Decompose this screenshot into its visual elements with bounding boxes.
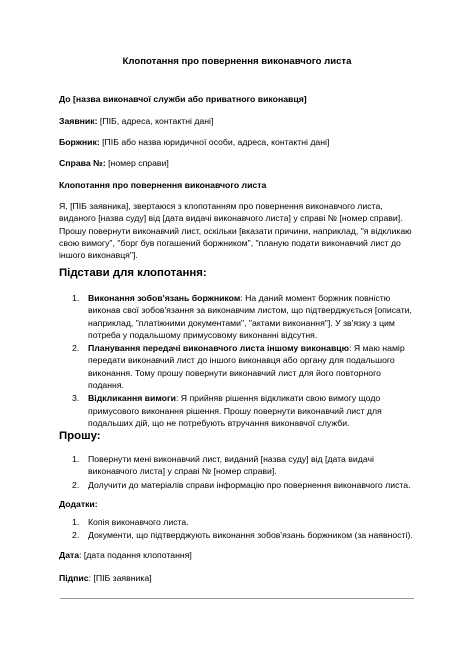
addressee-line: До [назва виконавчої служби або приватного виконавця] [59, 94, 307, 104]
item-text: Долучити до матеріалів справи інформацію про повернення виконавчого листа. [88, 479, 411, 490]
item-number: 2. [72, 530, 80, 541]
debtor-line [59, 136, 329, 148]
case-line [59, 157, 169, 169]
debtor-value: [ПІБ або назва юридичної особи, адреса, контактні дані] [99, 137, 330, 147]
request-list [59, 453, 419, 492]
footer-divider [60, 598, 414, 599]
date-value: : [дата подання клопотання] [79, 550, 192, 560]
list-item [59, 292, 419, 341]
item-bold: Відкликання вимоги [88, 393, 176, 404]
case-label: Справа №: [59, 158, 106, 168]
item-text: Копія виконавчого листа. [88, 517, 189, 527]
subtitle: Клопотання про повернення виконавчого листа [59, 180, 267, 190]
item-text: : На даний момент боржник повністю виконав свої зобов'язання за виконавчим листом, що підтверджується [описати, наприклад, "платіжними документами", "актами виконання"]. У зв'язку з цим потреба у подальшому примусовому виконанні відсутня. [88, 293, 412, 340]
list-item [59, 529, 419, 541]
request-heading: Прошу: [59, 430, 101, 442]
list-item [59, 453, 419, 478]
item-text: Документи, що підтверджують виконання зобов'язань боржником (за наявності). [88, 530, 413, 541]
item-text: : Я прийняв рішення відкликати свою вимогу щодо примусового виконання рішення. Прошу повернути виконавчий лист для подальших дій, що не потребують втручання виконавчої служби. [88, 393, 382, 428]
attachments-heading: Додатки: [59, 499, 98, 509]
item-text: : Я маю намір передати виконавчий лист до іншого виконавця або органу для подальшого виконання. Тому прошу повернути виконавчий лист для його повторного подання. [88, 343, 405, 391]
signature-value: : [ПІБ заявника] [88, 573, 152, 583]
applicant-label: Заявник: [59, 116, 98, 126]
document-title: Клопотання про повернення виконавчого листа [122, 56, 352, 67]
item-bold: Планування передачі виконавчого листа іншому виконавцю [88, 343, 350, 354]
item-number: 2. [72, 343, 80, 354]
date-label: Дата [59, 550, 80, 560]
item-text: Повернути мені виконавчий лист, виданий [назва суду] від [дата видачі виконавчого листа] у справі № [номер справи]. [88, 454, 374, 477]
date-line [59, 549, 192, 561]
item-number: 1. [72, 293, 80, 303]
applicant-line [59, 115, 213, 127]
debtor-label: Боржник: [59, 137, 100, 147]
item-number: 1. [72, 517, 80, 527]
list-item [59, 342, 419, 391]
list-item [59, 516, 419, 528]
grounds-list [59, 292, 419, 430]
item-bold: Виконання зобов'язань боржником [88, 293, 241, 303]
item-number: 1. [72, 454, 80, 464]
intro-paragraph: Я, [ПІБ заявника], звертаюся з клопотанням про повернення виконавчого листа, виданого [назва суду] від [дата видачі виконавчого листа] у справі № [номер справи]. Прошу повернути виконавчий лист, оскільки [вказати причини, наприклад, "я відкликаю свою вимогу", "борг був погашений боржником", "планую подати виконавчий лист до іншого виконавця"]. [59, 201, 412, 261]
list-item [59, 479, 419, 491]
applicant-value: [ПІБ, адреса, контактні дані] [97, 116, 214, 126]
item-number: 3. [72, 393, 80, 404]
case-value: [номер справи] [105, 158, 169, 168]
list-item [59, 392, 419, 429]
grounds-heading: Підстави для клопотання: [59, 267, 207, 279]
signature-line [59, 572, 152, 584]
attachments-list [59, 516, 419, 543]
item-number: 2. [72, 479, 80, 490]
signature-label: Підпис [59, 573, 89, 583]
